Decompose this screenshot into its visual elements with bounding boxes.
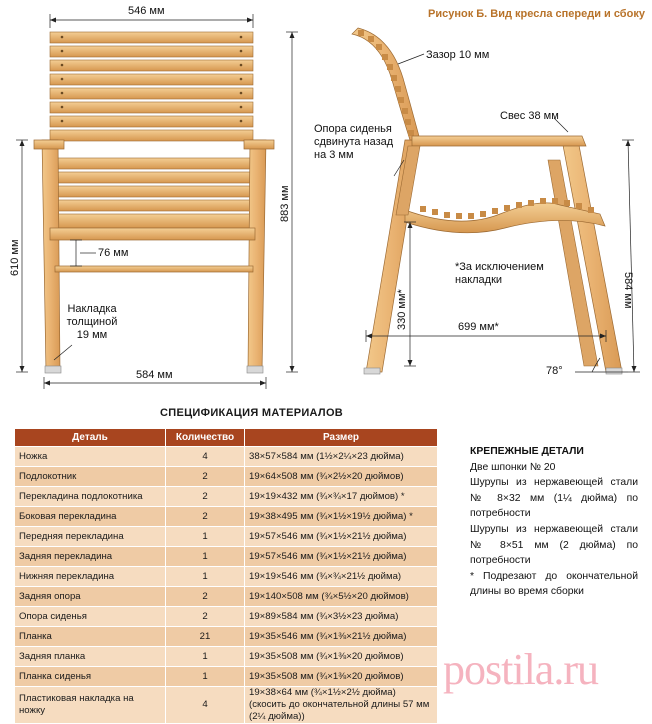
dim-angle: 78° — [546, 365, 563, 377]
size-cell: 19×89×584 мм (¾×3½×23 дюйма) — [245, 607, 438, 627]
part-cell: Опора сиденья — [15, 607, 166, 627]
pad-note-line-1: Накладка — [67, 303, 117, 315]
size-cell: 19×57×546 мм (¾×1½×21½ дюйма) — [245, 527, 438, 547]
size-cell: 19×140×508 мм (¾×5½×20 дюймов) — [245, 587, 438, 607]
table-row — [15, 447, 438, 467]
qty-cell: 1 — [166, 647, 245, 667]
part-cell: Перекладина подлокотника — [15, 487, 166, 507]
part-cell: Передняя перекладина — [15, 527, 166, 547]
qty-cell: 1 — [166, 547, 245, 567]
figure-title: Рисунок Б. Вид кресла спереди и сбоку — [428, 8, 645, 20]
table-row — [15, 687, 438, 724]
table-row — [15, 467, 438, 487]
support-note-line-1: Опора сиденья — [314, 123, 392, 135]
dim-side-seat-height: 330 мм* — [396, 289, 408, 330]
size-cell: 19×19×432 мм (¾×¾×17 дюймов) * — [245, 487, 438, 507]
spec-title: СПЕЦИФИКАЦИЯ МАТЕРИАЛОВ — [160, 407, 344, 419]
table-row — [15, 667, 438, 687]
qty-cell: 1 — [166, 567, 245, 587]
part-cell: Нижняя перекладина — [15, 567, 166, 587]
fastener-item: Шурупы из нержавеющей стали № 8×51 мм (2 дюйма) по потребности — [470, 523, 638, 567]
qty-cell: 21 — [166, 627, 245, 647]
dim-depth: 699 мм* — [458, 321, 499, 333]
qty-cell: 2 — [166, 487, 245, 507]
fastener-item: Шурупы из нержавеющей стали № 8×32 мм (1¼ дюйма) по потребности — [470, 477, 638, 520]
qty-cell: 2 — [166, 607, 245, 627]
dim-side-height: 584 мм — [622, 272, 634, 309]
dim-top-width: 546 мм — [128, 5, 165, 17]
spec-header-row — [15, 429, 438, 447]
except-note-line-2: накладки — [455, 274, 503, 286]
support-note — [314, 123, 393, 162]
fasteners-title: КРЕПЕЖНЫЕ ДЕТАЛИ — [470, 446, 584, 457]
dim-total-height: 883 мм — [279, 185, 291, 222]
pad-note-line-3: 19 мм — [76, 329, 108, 341]
table-row — [15, 607, 438, 627]
part-cell: Пластиковая накладка на ножку — [15, 687, 166, 724]
support-note-line-3: на 3 мм — [314, 149, 354, 161]
spec-table — [14, 428, 438, 724]
table-row — [15, 487, 438, 507]
size-cell: 19×19×546 мм (¾×¾×21½ дюйма) — [245, 567, 438, 587]
fastener-item: Две шпонки № 20 — [470, 461, 556, 473]
table-row — [15, 567, 438, 587]
qty-cell: 2 — [166, 467, 245, 487]
fastener-note: * Подрезают до окончательной длины во время сборки — [470, 570, 638, 598]
spec-header-size: Размер — [245, 429, 438, 447]
pad-note — [62, 303, 122, 342]
gap-note: Зазор 10 мм — [426, 49, 490, 61]
table-row — [15, 527, 438, 547]
qty-cell: 4 — [166, 687, 245, 724]
watermark: postila.ru — [443, 645, 598, 694]
table-row — [15, 547, 438, 567]
fasteners-block — [470, 444, 638, 600]
qty-cell: 2 — [166, 507, 245, 527]
part-cell: Задняя перекладина — [15, 547, 166, 567]
size-cell: 19×38×495 мм (¾×1½×19½ дюйма) * — [245, 507, 438, 527]
spec-header-qty: Количество — [166, 429, 245, 447]
qty-cell: 1 — [166, 527, 245, 547]
qty-cell: 4 — [166, 447, 245, 467]
table-row — [15, 587, 438, 607]
table-row — [15, 647, 438, 667]
table-row — [15, 627, 438, 647]
part-cell: Планка сиденья — [15, 667, 166, 687]
size-cell: 19×38×64 мм (¾×1½×2½ дюйма) (скосить до окончательной длины 57 мм (2¼ дюйма)) — [245, 687, 438, 724]
qty-cell: 2 — [166, 587, 245, 607]
part-cell: Боковая перекладина — [15, 507, 166, 527]
size-cell: 19×57×546 мм (¾×1½×21½ дюйма) — [245, 547, 438, 567]
size-cell: 19×35×508 мм (¾×1⅜×20 дюймов) — [245, 667, 438, 687]
overhang-note: Свес 38 мм — [500, 110, 559, 122]
part-cell: Планка — [15, 627, 166, 647]
size-cell: 19×35×508 мм (¾×1⅜×20 дюймов) — [245, 647, 438, 667]
part-cell: Подлокотник — [15, 467, 166, 487]
part-cell: Задняя опора — [15, 587, 166, 607]
qty-cell: 1 — [166, 667, 245, 687]
dim-rail-gap: 76 мм — [98, 247, 129, 259]
part-cell: Задняя планка — [15, 647, 166, 667]
part-cell: Ножка — [15, 447, 166, 467]
table-row — [15, 507, 438, 527]
pad-note-line-2: толщиной — [66, 316, 118, 328]
except-note — [455, 261, 544, 287]
size-cell: 19×35×546 мм (¾×1⅜×21½ дюйма) — [245, 627, 438, 647]
except-note-line-1: *За исключением — [455, 261, 544, 273]
size-cell: 38×57×584 мм (1½×2¼×23 дюйма) — [245, 447, 438, 467]
dim-bottom-width: 584 мм — [136, 369, 173, 381]
dim-seat-height: 610 мм — [9, 239, 21, 276]
spec-header-part: Деталь — [15, 429, 166, 447]
support-note-line-2: сдвинута назад — [314, 136, 394, 148]
size-cell: 19×64×508 мм (¾×2½×20 дюймов) — [245, 467, 438, 487]
